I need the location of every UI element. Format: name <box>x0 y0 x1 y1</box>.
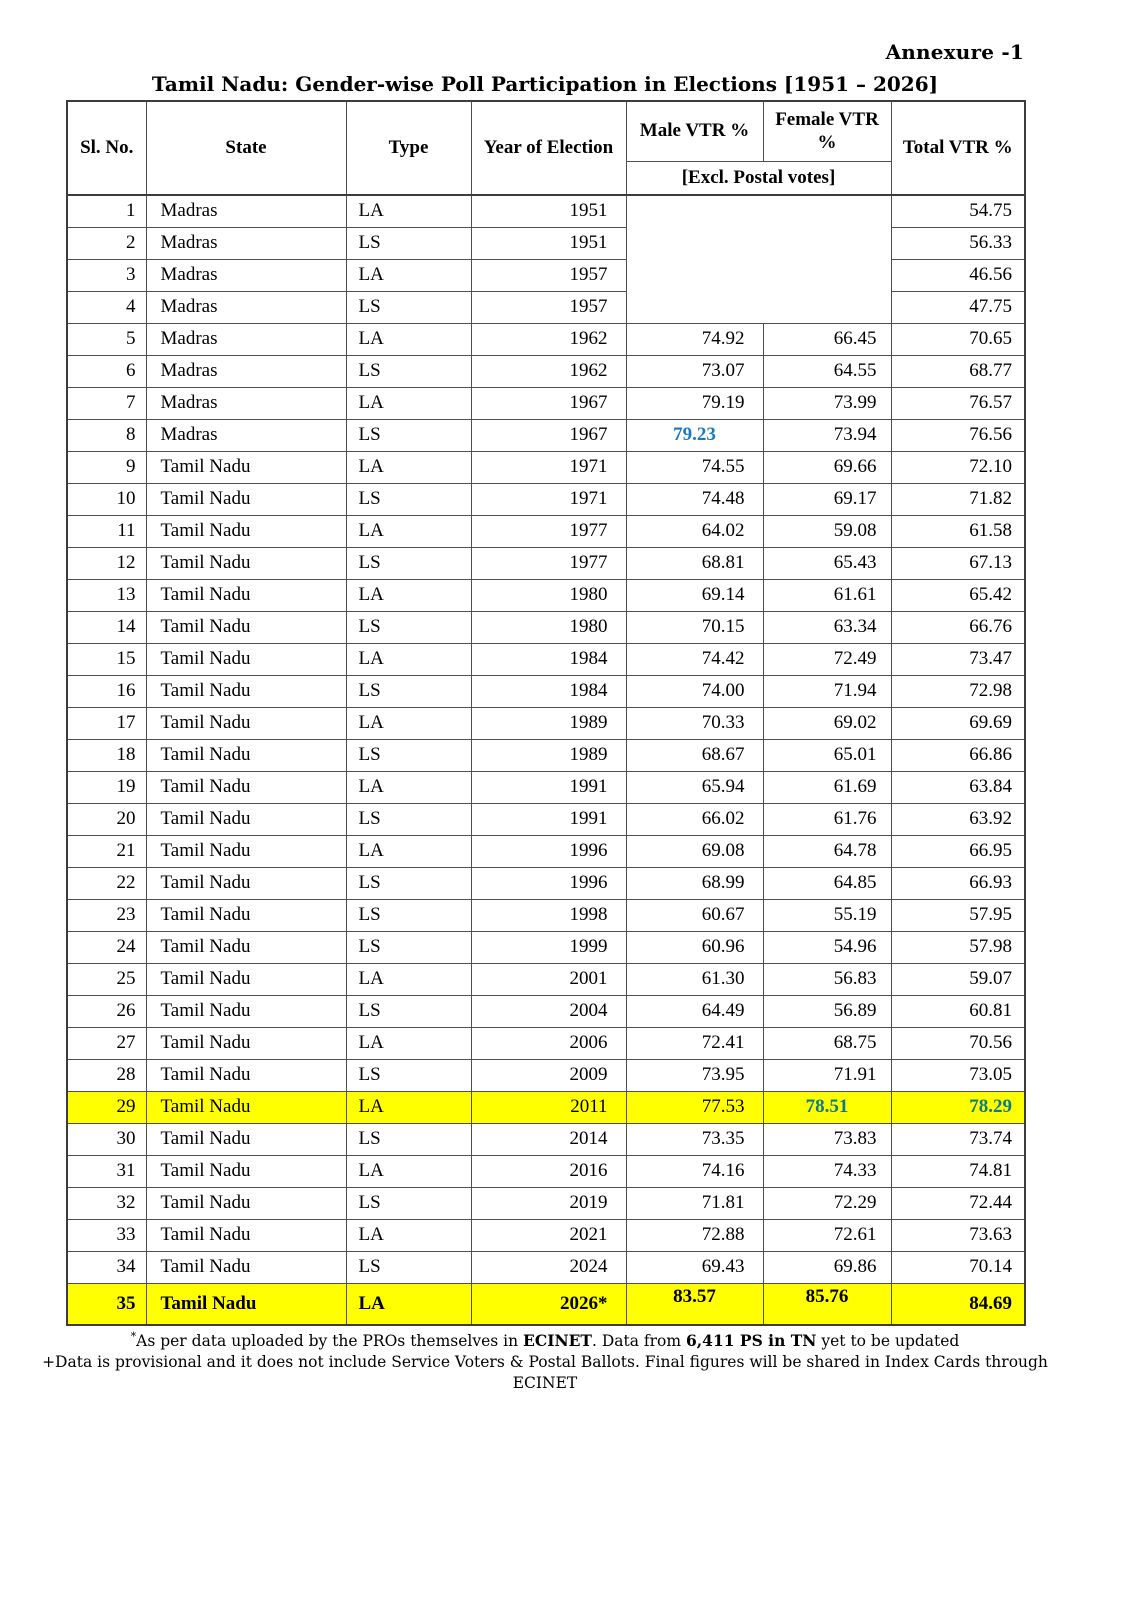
cell-female-vtr: 73.99 <box>763 387 891 419</box>
cell-male-vtr: 69.08 <box>626 835 763 867</box>
cell-sl-no: 35 <box>67 1283 146 1325</box>
cell-year: 1996 <box>471 867 626 899</box>
cell-sl-no: 8 <box>67 419 146 451</box>
cell-total-vtr: 70.14 <box>891 1251 1025 1283</box>
cell-type: LA <box>346 515 471 547</box>
cell-sl-no: 23 <box>67 899 146 931</box>
cell-total-vtr: 69.69 <box>891 707 1025 739</box>
cell-total-vtr: 66.95 <box>891 835 1025 867</box>
cell-sl-no: 15 <box>67 643 146 675</box>
cell-type: LS <box>346 931 471 963</box>
cell-total-vtr: 60.81 <box>891 995 1025 1027</box>
cell-state: Tamil Nadu <box>146 1187 346 1219</box>
cell-female-vtr: 69.66 <box>763 451 891 483</box>
cell-type: LS <box>346 355 471 387</box>
cell-sl-no: 31 <box>67 1155 146 1187</box>
cell-female-vtr: 64.85 <box>763 867 891 899</box>
table-row <box>67 611 1025 643</box>
cell-male-vtr: 74.55 <box>626 451 763 483</box>
cell-type: LA <box>346 1091 471 1123</box>
cell-female-vtr: 61.61 <box>763 579 891 611</box>
cell-total-vtr: 66.93 <box>891 867 1025 899</box>
cell-total-vtr: 61.58 <box>891 515 1025 547</box>
cell-state: Tamil Nadu <box>146 707 346 739</box>
cell-total-vtr: 63.92 <box>891 803 1025 835</box>
cell-type: LS <box>346 867 471 899</box>
table-row <box>67 1059 1025 1091</box>
cell-year: 2009 <box>471 1059 626 1091</box>
table-row <box>67 1123 1025 1155</box>
cell-type: LS <box>346 611 471 643</box>
cell-state: Tamil Nadu <box>146 739 346 771</box>
cell-type: LS <box>346 547 471 579</box>
cell-female-vtr: 72.49 <box>763 643 891 675</box>
cell-year: 1977 <box>471 547 626 579</box>
cell-female-vtr: 85.76 <box>763 1283 891 1325</box>
cell-total-vtr: 57.98 <box>891 931 1025 963</box>
cell-total-vtr: 47.75 <box>891 291 1025 323</box>
cell-year: 1977 <box>471 515 626 547</box>
cell-total-vtr: 70.56 <box>891 1027 1025 1059</box>
cell-state: Tamil Nadu <box>146 963 346 995</box>
cell-state: Madras <box>146 323 346 355</box>
cell-male-vtr: 65.94 <box>626 771 763 803</box>
table-row <box>67 771 1025 803</box>
table-row <box>67 867 1025 899</box>
cell-female-vtr: 72.29 <box>763 1187 891 1219</box>
table-row <box>67 1027 1025 1059</box>
header-female-vtr: Female VTR % <box>763 101 891 161</box>
cell-type: LA <box>346 195 471 227</box>
cell-type: LS <box>346 419 471 451</box>
cell-male-vtr: 77.53 <box>626 1091 763 1123</box>
cell-female-vtr: 74.33 <box>763 1155 891 1187</box>
footnotes <box>35 1330 1055 1394</box>
cell-year: 1980 <box>471 579 626 611</box>
cell-state: Tamil Nadu <box>146 899 346 931</box>
cell-year: 1996 <box>471 835 626 867</box>
document-page <box>42 40 1048 1394</box>
cell-male-vtr: 73.07 <box>626 355 763 387</box>
table-row <box>67 675 1025 707</box>
cell-state: Tamil Nadu <box>146 1091 346 1123</box>
cell-total-vtr: 65.42 <box>891 579 1025 611</box>
cell-state: Tamil Nadu <box>146 579 346 611</box>
cell-female-vtr: 78.51 <box>763 1091 891 1123</box>
cell-sl-no: 13 <box>67 579 146 611</box>
cell-male-vtr: 72.41 <box>626 1027 763 1059</box>
cell-total-vtr: 72.44 <box>891 1187 1025 1219</box>
cell-total-vtr: 56.33 <box>891 227 1025 259</box>
cell-total-vtr: 78.29 <box>891 1091 1025 1123</box>
cell-type: LA <box>346 963 471 995</box>
cell-male-vtr: 64.02 <box>626 515 763 547</box>
cell-state: Tamil Nadu <box>146 643 346 675</box>
cell-total-vtr: 66.86 <box>891 739 1025 771</box>
table-row <box>67 579 1025 611</box>
cell-state: Tamil Nadu <box>146 803 346 835</box>
cell-type: LS <box>346 803 471 835</box>
cell-state: Tamil Nadu <box>146 1059 346 1091</box>
cell-sl-no: 14 <box>67 611 146 643</box>
cell-male-vtr: 70.33 <box>626 707 763 739</box>
cell-total-vtr: 67.13 <box>891 547 1025 579</box>
cell-female-vtr: 56.83 <box>763 963 891 995</box>
cell-total-vtr: 76.57 <box>891 387 1025 419</box>
cell-total-vtr: 59.07 <box>891 963 1025 995</box>
cell-sl-no: 18 <box>67 739 146 771</box>
cell-sl-no: 4 <box>67 291 146 323</box>
table-body <box>67 195 1025 1325</box>
table-row <box>67 707 1025 739</box>
cell-sl-no: 17 <box>67 707 146 739</box>
cell-type: LS <box>346 1059 471 1091</box>
cell-state: Madras <box>146 291 346 323</box>
page-title: Tamil Nadu: Gender-wise Poll Participation in Elections [1951 – 2026] <box>151 72 939 96</box>
cell-sl-no: 11 <box>67 515 146 547</box>
cell-total-vtr: 66.76 <box>891 611 1025 643</box>
table-row <box>67 835 1025 867</box>
cell-year: 1991 <box>471 803 626 835</box>
cell-state: Madras <box>146 387 346 419</box>
cell-male-vtr: 71.81 <box>626 1187 763 1219</box>
cell-male-vtr: 61.30 <box>626 963 763 995</box>
cell-total-vtr: 73.47 <box>891 643 1025 675</box>
cell-male-vtr: 72.88 <box>626 1219 763 1251</box>
cell-male-vtr: 73.95 <box>626 1059 763 1091</box>
cell-state: Madras <box>146 419 346 451</box>
cell-male-vtr: 79.23 <box>626 419 763 451</box>
cell-female-vtr: 64.55 <box>763 355 891 387</box>
cell-female-vtr: 73.94 <box>763 419 891 451</box>
cell-sl-no: 1 <box>67 195 146 227</box>
cell-type: LS <box>346 1123 471 1155</box>
cell-sl-no: 33 <box>67 1219 146 1251</box>
cell-state: Tamil Nadu <box>146 995 346 1027</box>
cell-total-vtr: 63.84 <box>891 771 1025 803</box>
cell-type: LS <box>346 1187 471 1219</box>
cell-sl-no: 16 <box>67 675 146 707</box>
cell-year: 1957 <box>471 259 626 291</box>
cell-male-vtr: 68.99 <box>626 867 763 899</box>
table-row <box>67 803 1025 835</box>
table-row <box>67 195 1025 227</box>
cell-year: 1951 <box>471 195 626 227</box>
cell-type: LA <box>346 835 471 867</box>
cell-female-vtr: 64.78 <box>763 835 891 867</box>
cell-sl-no: 6 <box>67 355 146 387</box>
cell-total-vtr: 73.05 <box>891 1059 1025 1091</box>
cell-sl-no: 10 <box>67 483 146 515</box>
cell-sl-no: 27 <box>67 1027 146 1059</box>
cell-type: LA <box>346 1219 471 1251</box>
cell-male-vtr: 70.15 <box>626 611 763 643</box>
cell-sl-no: 12 <box>67 547 146 579</box>
header-male-vtr: Male VTR % <box>626 101 763 161</box>
cell-female-vtr: 61.69 <box>763 771 891 803</box>
cell-year: 1971 <box>471 483 626 515</box>
cell-sl-no: 29 <box>67 1091 146 1123</box>
table-row <box>67 547 1025 579</box>
cell-state: Tamil Nadu <box>146 515 346 547</box>
cell-year: 2026* <box>471 1283 626 1325</box>
table-row <box>67 1251 1025 1283</box>
cell-total-vtr: 54.75 <box>891 195 1025 227</box>
cell-state: Tamil Nadu <box>146 451 346 483</box>
cell-type: LS <box>346 739 471 771</box>
table-row <box>67 323 1025 355</box>
cell-type: LA <box>346 259 471 291</box>
cell-state: Tamil Nadu <box>146 1251 346 1283</box>
table-row <box>67 1187 1025 1219</box>
cell-sl-no: 2 <box>67 227 146 259</box>
table-row <box>67 739 1025 771</box>
cell-female-vtr: 65.43 <box>763 547 891 579</box>
cell-year: 2014 <box>471 1123 626 1155</box>
cell-type: LA <box>346 451 471 483</box>
cell-year: 2001 <box>471 963 626 995</box>
cell-female-vtr: 69.17 <box>763 483 891 515</box>
cell-type: LS <box>346 899 471 931</box>
cell-male-vtr: 79.19 <box>626 387 763 419</box>
cell-state: Tamil Nadu <box>146 483 346 515</box>
table-row <box>67 515 1025 547</box>
cell-male-vtr: 68.81 <box>626 547 763 579</box>
cell-female-vtr: 54.96 <box>763 931 891 963</box>
cell-total-vtr: 72.10 <box>891 451 1025 483</box>
cell-type: LA <box>346 387 471 419</box>
cell-year: 1989 <box>471 739 626 771</box>
cell-state: Tamil Nadu <box>146 931 346 963</box>
cell-sl-no: 20 <box>67 803 146 835</box>
cell-female-vtr: 71.94 <box>763 675 891 707</box>
table-header <box>67 101 1025 195</box>
cell-sl-no: 24 <box>67 931 146 963</box>
cell-male-vtr: 60.67 <box>626 899 763 931</box>
cell-state: Tamil Nadu <box>146 611 346 643</box>
cell-year: 1971 <box>471 451 626 483</box>
cell-male-vtr: 74.00 <box>626 675 763 707</box>
cell-year: 1951 <box>471 227 626 259</box>
cell-year: 2006 <box>471 1027 626 1059</box>
cell-year: 1967 <box>471 387 626 419</box>
cell-female-vtr: 68.75 <box>763 1027 891 1059</box>
header-sl-no: Sl. No. <box>67 101 146 195</box>
cell-sl-no: 5 <box>67 323 146 355</box>
cell-type: LA <box>346 643 471 675</box>
table-row <box>67 419 1025 451</box>
cell-state: Tamil Nadu <box>146 1219 346 1251</box>
table-row <box>67 963 1025 995</box>
cell-male-vtr: 68.67 <box>626 739 763 771</box>
table-row <box>67 899 1025 931</box>
cell-year: 1962 <box>471 323 626 355</box>
cell-type: LS <box>346 995 471 1027</box>
cell-male-vtr: 64.49 <box>626 995 763 1027</box>
cell-female-vtr: 72.61 <box>763 1219 891 1251</box>
cell-female-vtr: 63.34 <box>763 611 891 643</box>
cell-year: 1962 <box>471 355 626 387</box>
footnote-line: *As per data uploaded by the PROs themselves in ECINET. Data from 6,411 PS in TN yet to be updated <box>130 1330 960 1351</box>
cell-state: Tamil Nadu <box>146 835 346 867</box>
cell-year: 1984 <box>471 675 626 707</box>
table-row <box>67 355 1025 387</box>
cell-male-vtr: 73.35 <box>626 1123 763 1155</box>
cell-total-vtr: 73.74 <box>891 1123 1025 1155</box>
header-excl-postal-votes: [Excl. Postal votes] <box>626 161 891 195</box>
cell-state: Tamil Nadu <box>146 771 346 803</box>
table-row <box>67 451 1025 483</box>
cell-sl-no: 32 <box>67 1187 146 1219</box>
cell-state: Madras <box>146 355 346 387</box>
header-total-vtr: Total VTR % <box>891 101 1025 195</box>
header-state: State <box>146 101 346 195</box>
cell-type: LA <box>346 1283 471 1325</box>
table-row <box>67 643 1025 675</box>
cell-female-vtr: 69.02 <box>763 707 891 739</box>
cell-total-vtr: 73.63 <box>891 1219 1025 1251</box>
cell-sl-no: 28 <box>67 1059 146 1091</box>
cell-total-vtr: 70.65 <box>891 323 1025 355</box>
cell-total-vtr: 57.95 <box>891 899 1025 931</box>
header-type: Type <box>346 101 471 195</box>
cell-total-vtr: 71.82 <box>891 483 1025 515</box>
table-row <box>67 1091 1025 1123</box>
cell-type: LA <box>346 323 471 355</box>
cell-total-vtr: 74.81 <box>891 1155 1025 1187</box>
cell-sl-no: 3 <box>67 259 146 291</box>
table-row <box>67 1219 1025 1251</box>
cell-female-vtr: 59.08 <box>763 515 891 547</box>
cell-female-vtr: 61.76 <box>763 803 891 835</box>
cell-male-vtr: 74.48 <box>626 483 763 515</box>
cell-year: 1999 <box>471 931 626 963</box>
cell-female-vtr: 73.83 <box>763 1123 891 1155</box>
table-row <box>67 931 1025 963</box>
cell-type: LS <box>346 1251 471 1283</box>
participation-table <box>66 100 1026 1326</box>
cell-female-vtr: 65.01 <box>763 739 891 771</box>
cell-sl-no: 26 <box>67 995 146 1027</box>
cell-female-vtr: 56.89 <box>763 995 891 1027</box>
cell-male-vtr: 74.16 <box>626 1155 763 1187</box>
cell-sl-no: 21 <box>67 835 146 867</box>
cell-state: Madras <box>146 259 346 291</box>
cell-year: 1991 <box>471 771 626 803</box>
cell-female-vtr: 55.19 <box>763 899 891 931</box>
cell-sl-no: 9 <box>67 451 146 483</box>
cell-male-vtr: 69.43 <box>626 1251 763 1283</box>
cell-state: Madras <box>146 227 346 259</box>
cell-state: Tamil Nadu <box>146 1283 346 1325</box>
cell-no-data-male-female <box>626 195 891 323</box>
cell-type: LA <box>346 1027 471 1059</box>
cell-female-vtr: 69.86 <box>763 1251 891 1283</box>
cell-year: 1957 <box>471 291 626 323</box>
header-year: Year of Election <box>471 101 626 195</box>
cell-total-vtr: 84.69 <box>891 1283 1025 1325</box>
cell-sl-no: 34 <box>67 1251 146 1283</box>
cell-year: 1980 <box>471 611 626 643</box>
cell-year: 2024 <box>471 1251 626 1283</box>
cell-state: Tamil Nadu <box>146 547 346 579</box>
cell-sl-no: 19 <box>67 771 146 803</box>
table-row <box>67 483 1025 515</box>
cell-female-vtr: 71.91 <box>763 1059 891 1091</box>
cell-year: 2019 <box>471 1187 626 1219</box>
cell-type: LA <box>346 579 471 611</box>
table-row <box>67 1155 1025 1187</box>
table-row <box>67 995 1025 1027</box>
cell-year: 1989 <box>471 707 626 739</box>
cell-sl-no: 25 <box>67 963 146 995</box>
table-row <box>67 1283 1025 1325</box>
cell-type: LS <box>346 675 471 707</box>
cell-male-vtr: 74.92 <box>626 323 763 355</box>
cell-sl-no: 22 <box>67 867 146 899</box>
cell-type: LA <box>346 1155 471 1187</box>
cell-year: 1998 <box>471 899 626 931</box>
cell-state: Tamil Nadu <box>146 867 346 899</box>
cell-male-vtr: 69.14 <box>626 579 763 611</box>
cell-year: 2011 <box>471 1091 626 1123</box>
cell-total-vtr: 68.77 <box>891 355 1025 387</box>
cell-state: Madras <box>146 195 346 227</box>
cell-type: LS <box>346 291 471 323</box>
cell-state: Tamil Nadu <box>146 1027 346 1059</box>
cell-year: 1984 <box>471 643 626 675</box>
cell-sl-no: 7 <box>67 387 146 419</box>
cell-sl-no: 30 <box>67 1123 146 1155</box>
cell-year: 2021 <box>471 1219 626 1251</box>
cell-type: LA <box>346 707 471 739</box>
cell-male-vtr: 74.42 <box>626 643 763 675</box>
cell-year: 2016 <box>471 1155 626 1187</box>
cell-total-vtr: 72.98 <box>891 675 1025 707</box>
cell-male-vtr: 60.96 <box>626 931 763 963</box>
cell-state: Tamil Nadu <box>146 1155 346 1187</box>
cell-state: Tamil Nadu <box>146 675 346 707</box>
cell-total-vtr: 46.56 <box>891 259 1025 291</box>
cell-female-vtr: 66.45 <box>763 323 891 355</box>
cell-type: LA <box>346 771 471 803</box>
annexure-label: Annexure -1 <box>885 40 1024 64</box>
cell-male-vtr: 66.02 <box>626 803 763 835</box>
cell-type: LS <box>346 227 471 259</box>
cell-state: Tamil Nadu <box>146 1123 346 1155</box>
cell-year: 1967 <box>471 419 626 451</box>
cell-male-vtr: 83.57 <box>626 1283 763 1325</box>
cell-total-vtr: 76.56 <box>891 419 1025 451</box>
table-row <box>67 387 1025 419</box>
cell-year: 2004 <box>471 995 626 1027</box>
cell-type: LS <box>346 483 471 515</box>
footnote-line: +Data is provisional and it does not include Service Voters & Postal Ballots. Final figures will be shared in Index Cards through ECINET <box>42 1353 1048 1392</box>
